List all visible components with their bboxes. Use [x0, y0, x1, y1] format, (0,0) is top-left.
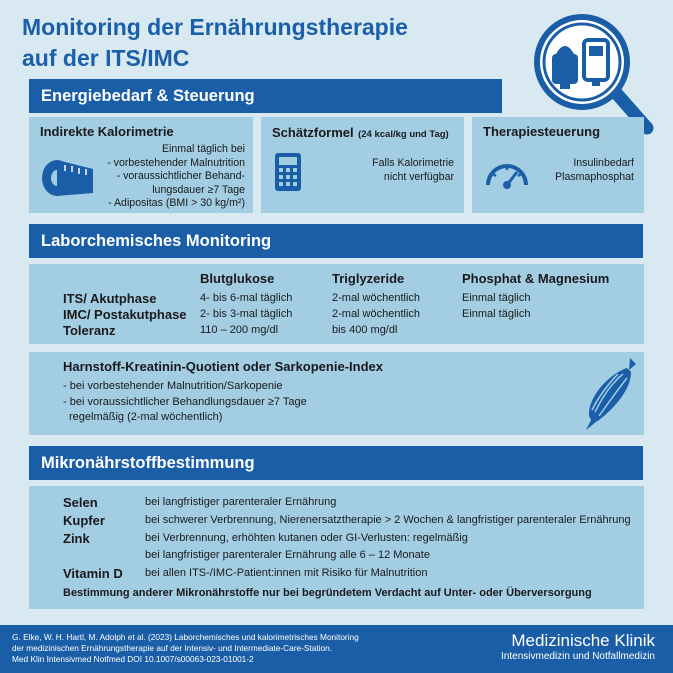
kalorimetrie-line: lungsdauer ≥7 Tage	[152, 183, 245, 196]
panel-schaetzformel	[261, 117, 464, 213]
labor-column-header: Triglyzeride	[332, 271, 405, 286]
harnstoff-line: regelmäßig (2-mal wöchentlich)	[69, 411, 223, 423]
labor-column-header: Phosphat & Magnesium	[462, 271, 610, 286]
labor-cell: 2-mal wöchentlich	[332, 292, 421, 304]
labor-column-header: Blutglukose	[200, 271, 275, 286]
section-band-labor: Laborchemisches Monitoring	[29, 224, 643, 258]
steuerung-line: Insulinbedarf	[573, 157, 634, 169]
steuerung-text	[555, 157, 634, 184]
panel-therapiesteuerung	[472, 117, 644, 213]
labor-cell: bis 400 mg/dl	[332, 324, 398, 336]
steuerung-line: Plasmaphosphat	[555, 170, 634, 183]
section-band-energie: Energiebedarf & Steuerung	[29, 79, 502, 113]
panel-harnstoff	[29, 352, 644, 435]
harnstoff-line: - bei vorbestehender Malnutrition/Sarkopenie	[63, 380, 283, 392]
schaetzformel-line: Falls Kalorimetrie	[372, 157, 454, 169]
gauge-icon	[484, 157, 530, 189]
labor-row-label: ITS/ Akutphase	[63, 291, 157, 306]
panel-mikro	[29, 486, 644, 609]
footer	[0, 625, 673, 673]
muscle-icon	[583, 356, 643, 432]
labor-cell: 110 – 200 mg/dl	[200, 324, 279, 336]
kalorimetrie-line: Einmal täglich bei	[161, 143, 245, 155]
measuring-tape-icon	[39, 155, 97, 201]
kalorimetrie-text	[107, 143, 245, 211]
panel-labor-table	[29, 264, 644, 344]
harnstoff-text	[63, 379, 307, 426]
steuerung-title: Therapiesteuerung	[483, 124, 601, 139]
harnstoff-title: Harnstoff-Kreatinin-Quotient oder Sarkopenie-Index	[63, 359, 383, 374]
labor-cell: 2- bis 3-mal täglich	[200, 308, 293, 320]
mikro-note: Bestimmung anderer Mikronährstoffe nur bei begründetem Verdacht auf Unter- oder Überversorgung	[63, 587, 592, 599]
org-name: Medizinische Klinik	[511, 631, 655, 650]
footer-organization	[501, 631, 655, 664]
mikro-label: Kupfer	[63, 513, 105, 528]
reference-line: der medizinischen Ernährungstherapie auf der Intensiv- und Intermediate-Care-Station.	[12, 643, 333, 653]
labor-cell: Einmal täglich	[462, 308, 531, 320]
kalorimetrie-line: - voraussichtlicher Behand-	[116, 170, 245, 182]
section-band-mikro: Mikronährstoffbestimmung	[29, 446, 643, 480]
schaetzformel-text	[372, 157, 454, 184]
labor-cell: 2-mal wöchentlich	[332, 308, 421, 320]
title-line-2: auf der ITS/IMC	[22, 45, 190, 71]
panel-kalorimetrie	[29, 117, 253, 213]
mikro-label: Zink	[63, 531, 90, 546]
kalorimetrie-line: - Adipositas (BMI > 30 kg/m²)	[108, 197, 245, 209]
mikro-label: Selen	[63, 495, 98, 510]
schaetzformel-heading	[272, 124, 449, 142]
schaetzformel-line: nicht verfügbar	[383, 170, 454, 183]
labor-row-label: Toleranz	[63, 323, 116, 338]
mikro-text: bei Verbrennung, erhöhten kutanen oder GI-Verlusten: regelmäßig	[145, 532, 468, 544]
schaetzformel-subtitle: (24 kcal/kg und Tag)	[358, 129, 449, 140]
mikro-text: bei langfristiger parenteraler Ernährung alle 6 – 12 Monate	[145, 549, 430, 561]
calculator-icon	[275, 153, 301, 191]
mikro-text: bei langfristiger parenteraler Ernährung	[145, 496, 337, 508]
schaetzformel-title: Schätzformel	[272, 125, 354, 140]
title-line-1: Monitoring der Ernährungstherapie	[22, 14, 408, 40]
labor-row-label: IMC/ Postakutphase	[63, 307, 187, 322]
labor-cell: 4- bis 6-mal täglich	[200, 292, 293, 304]
reference-line: G. Elke, W. H. Hartl, M. Adolph et al. (2023) Laborchemisches und kalorimetrisches Monitoring	[12, 632, 359, 642]
org-subtitle: Intensivmedizin und Notfallmedizin	[501, 651, 655, 662]
reference-line: Med Klin Intensivmed Notfmed DOI 10.1007/s00063-023-01001-2	[12, 654, 254, 664]
footer-reference	[12, 632, 432, 665]
kalorimetrie-line: - vorbestehender Malnutrition	[107, 156, 245, 169]
kalorimetrie-title: Indirekte Kalorimetrie	[40, 124, 174, 139]
page-title	[22, 12, 408, 74]
harnstoff-line: - bei voraussichtlicher Behandlungsdauer ≥7 Tage	[63, 395, 307, 408]
labor-cell: Einmal täglich	[462, 292, 531, 304]
mikro-label: Vitamin D	[63, 566, 123, 581]
mikro-text: bei schwerer Verbrennung, Nierenersatztherapie > 2 Wochen & langfristiger parenteraler Ernährung	[145, 514, 631, 526]
mikro-text: bei allen ITS-/IMC-Patient:innen mit Risiko für Malnutrition	[145, 567, 428, 579]
